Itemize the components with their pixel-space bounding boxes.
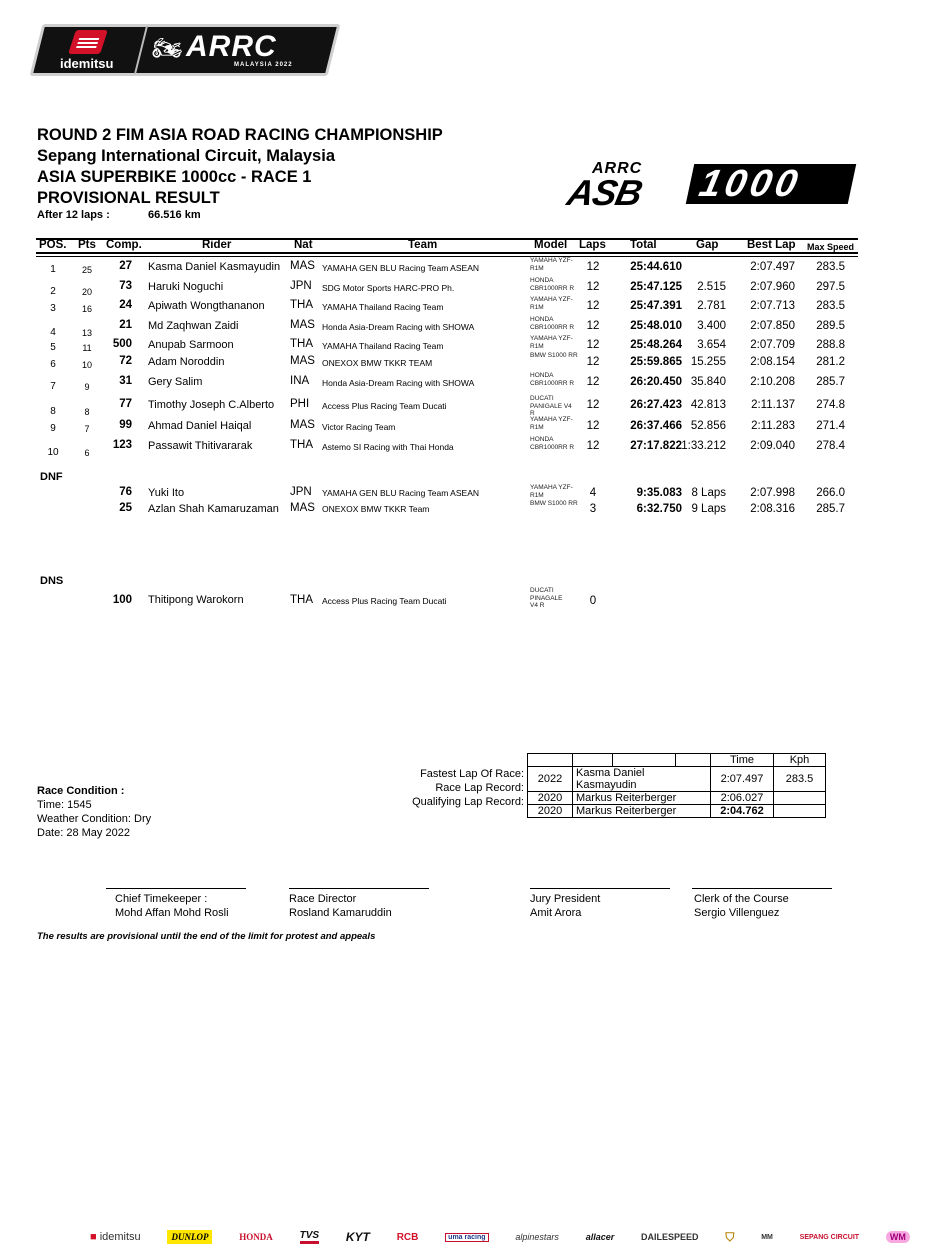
record-kph	[774, 792, 826, 805]
competitor-number: 500	[112, 338, 132, 350]
signature-name: Amit Arora	[530, 907, 582, 919]
max-speed: 285.7	[816, 503, 845, 515]
result-row	[0, 279, 942, 299]
position: 4	[50, 327, 56, 338]
max-speed: 288.8	[816, 339, 845, 351]
col-header-gap: Gap	[696, 239, 719, 251]
competitor-number: 100	[112, 594, 132, 606]
record-time: 2:06.027	[711, 792, 774, 805]
fastest-lap-label: Fastest Lap Of Race:	[420, 768, 524, 780]
position: 6	[50, 359, 56, 370]
result-row	[0, 374, 942, 394]
provisional-disclaimer: The results are provisional until the end of the limit for protest and appeals	[37, 931, 376, 942]
total-time: 25:59.865	[630, 356, 682, 368]
lap-records-table	[527, 753, 826, 818]
result-status: PROVISIONAL RESULT	[37, 189, 220, 207]
records-cell	[528, 754, 573, 767]
sponsor-logo-kyt: KYT	[345, 1230, 370, 1244]
col-header-rider: Rider	[202, 239, 232, 251]
dns-row	[0, 587, 942, 613]
laps-completed: 12	[586, 399, 600, 411]
header-rule-bottom-1	[36, 252, 858, 254]
team-name: SDG Motor Sports HARC-PRO Ph.	[322, 283, 455, 293]
gap-to-leader: 3.400	[697, 320, 726, 332]
gap-to-leader: 1:33.212	[681, 440, 726, 452]
laps-completed: 0	[589, 595, 597, 607]
position: 5	[50, 342, 56, 353]
gap-to-leader: 42.813	[690, 399, 726, 411]
max-speed: 283.5	[816, 261, 845, 273]
signature-clerk-of-course	[694, 892, 789, 920]
competitor-number: 72	[119, 355, 132, 367]
best-lap: 2:07.709	[750, 339, 795, 351]
bike-model: HONDA CBR1000RR R	[530, 372, 575, 387]
team-name: Access Plus Racing Team Ducati	[322, 596, 447, 606]
arrc-logo	[44, 24, 334, 76]
race-lap-record-label: Race Lap Record:	[435, 782, 524, 794]
rider-name: Apiwath Wongthananon	[148, 300, 265, 312]
position: 10	[47, 447, 59, 458]
laps-completed: 12	[586, 376, 600, 388]
rider-name: Yuki Ito	[148, 487, 185, 499]
total-time: 9:35.083	[636, 487, 682, 499]
team-name: YAMAHA GEN BLU Racing Team ASEAN	[322, 263, 479, 273]
competitor-number: 21	[119, 319, 132, 331]
race-class: ASIA SUPERBIKE 1000cc - RACE 1	[37, 168, 312, 186]
sponsor-logo-idemitsu: ■ idemitsu	[90, 1231, 141, 1243]
competitor-number: 76	[119, 486, 132, 498]
signature-role: Chief Timekeeper :	[115, 893, 208, 905]
nationality: MAS	[290, 419, 315, 431]
dns-label: DNS	[40, 575, 64, 587]
idemitsu-wordmark: idemitsu	[60, 56, 114, 71]
rider-name: Passawit Thitivararak	[148, 440, 253, 452]
total-time: 25:47.125	[630, 281, 682, 293]
total-time: 25:48.010	[630, 320, 682, 332]
competitor-number: 123	[112, 439, 132, 451]
points: 11	[82, 343, 92, 353]
signature-race-director	[289, 892, 392, 920]
total-time: 25:48.264	[630, 339, 682, 351]
max-speed: 285.7	[816, 376, 845, 388]
asb-logo-1000: 1000	[695, 163, 806, 205]
nationality: PHI	[290, 398, 310, 410]
nationality: THA	[290, 439, 313, 451]
rider-name: Ahmad Daniel Haiqal	[148, 420, 252, 432]
rider-name: Azlan Shah Kamaruzaman	[148, 503, 279, 515]
signature-line	[289, 888, 429, 889]
nationality: MAS	[290, 355, 315, 367]
laps-completed: 12	[586, 281, 600, 293]
points: 13	[81, 328, 92, 338]
col-header-model: Model	[534, 239, 568, 251]
nationality: JPN	[290, 280, 312, 292]
laps-completed: 12	[586, 339, 600, 351]
record-time: 2:04.762	[711, 805, 774, 818]
best-lap: 2:09.040	[750, 440, 795, 452]
competitor-number: 24	[119, 299, 132, 311]
laps-completed: 12	[586, 300, 600, 312]
asb-logo-asb: ASB	[563, 172, 646, 213]
signature-chief-timekeeper	[115, 892, 229, 920]
header-rule-bottom-2	[36, 256, 858, 257]
sponsor-logo-mm: MM	[761, 1233, 773, 1241]
nationality: INA	[290, 375, 310, 387]
col-header-nat: Nat	[294, 239, 313, 251]
idemitsu-logo	[50, 26, 132, 74]
col-header-team: Team	[408, 239, 438, 251]
max-speed: 283.5	[816, 300, 845, 312]
gap-to-leader: 8 Laps	[691, 487, 726, 499]
bike-model: YAMAHA YZF-R1M	[530, 484, 573, 499]
bike-model: HONDA CBR1000RR R	[530, 277, 575, 292]
race-distance: 66.516 km	[148, 209, 201, 221]
records-header-row	[528, 754, 826, 767]
sponsor-logo-honda: HONDA	[239, 1232, 273, 1242]
total-time: 27:17.822	[630, 440, 682, 452]
best-lap: 2:07.960	[750, 281, 795, 293]
asb-logo-arrc: ARRC	[592, 160, 643, 177]
records-col-time: Time	[711, 754, 774, 767]
team-name: YAMAHA GEN BLU Racing Team ASEAN	[322, 488, 479, 498]
rider-name: Timothy Joseph C.Alberto	[148, 399, 275, 411]
arrc-wordmark: ARRC	[186, 30, 277, 63]
sponsor-logo-allacer: allacer	[585, 1232, 615, 1242]
record-rider: Markus Reiterberger	[573, 805, 711, 818]
rider-name: Md Zaqhwan Zaidi	[148, 320, 239, 332]
team-name: Honda Asia-Dream Racing with SHOWA	[322, 378, 475, 388]
motorcycle-rider-icon: 🏍	[152, 35, 183, 62]
signature-name: Mohd Affan Mohd Rosli	[115, 907, 229, 919]
points: 6	[84, 448, 90, 458]
header-rule-top	[36, 238, 858, 240]
col-header-max-speed: Max Speed	[807, 242, 855, 252]
result-row	[0, 318, 942, 338]
max-speed: 289.5	[816, 320, 845, 332]
col-header-pos: POS.	[39, 239, 67, 251]
best-lap: 2:07.850	[750, 320, 795, 332]
points: 7	[84, 424, 90, 434]
laps-completed: 12	[586, 356, 600, 368]
position: 1	[50, 264, 56, 275]
competitor-number: 25	[119, 502, 132, 514]
sponsor-bar	[90, 1226, 910, 1248]
gap-to-leader: 52.856	[690, 420, 726, 432]
max-speed: 278.4	[816, 440, 845, 452]
competitor-number: 27	[119, 260, 132, 272]
circuit-name: Sepang International Circuit, Malaysia	[37, 147, 335, 165]
records-cell	[573, 754, 613, 767]
total-time: 25:44.610	[630, 261, 682, 273]
rider-name: Thitipong Warokorn	[148, 594, 244, 606]
records-row	[528, 805, 826, 818]
team-name: Honda Asia-Dream Racing with SHOWA	[322, 322, 475, 332]
arrc-subtitle: MALAYSIA 2022	[234, 62, 293, 68]
rider-name: Haruki Noguchi	[148, 281, 224, 293]
race-condition-date: Date: 28 May 2022	[37, 827, 130, 839]
rider-name: Gery Salim	[148, 376, 203, 388]
laps-completed: 12	[586, 440, 600, 452]
sponsor-logo-tvs: TVS	[300, 1230, 319, 1244]
signature-line	[530, 888, 670, 889]
nationality: THA	[290, 299, 313, 311]
record-year: 2020	[528, 805, 573, 818]
bike-model: DUCATI PANIGALE V4 R	[530, 395, 572, 417]
logo-divider	[134, 26, 148, 74]
team-name: YAMAHA Thailand Racing Team	[322, 341, 444, 351]
record-year: 2022	[528, 767, 573, 792]
position: 9	[50, 423, 56, 434]
nationality: MAS	[290, 260, 315, 272]
signature-line	[106, 888, 246, 889]
race-condition-title: Race Condition :	[37, 785, 125, 797]
nationality: MAS	[290, 502, 315, 514]
rider-name: Adam Noroddin	[148, 356, 225, 368]
gap-to-leader: 2.781	[697, 300, 726, 312]
sponsor-logo-uma-racing: uma racing	[445, 1233, 488, 1242]
competitor-number: 77	[119, 398, 132, 410]
best-lap: 2:08.316	[750, 503, 795, 515]
event-title: ROUND 2 FIM ASIA ROAD RACING CHAMPIONSHIP	[37, 126, 443, 144]
laps-completed: 4	[589, 487, 597, 499]
records-cell	[613, 754, 676, 767]
max-speed: 266.0	[816, 487, 845, 499]
result-row	[0, 298, 942, 318]
sponsor-logo-rcb: RCB	[396, 1231, 419, 1243]
records-row	[528, 767, 826, 792]
competitor-number: 73	[119, 280, 132, 292]
signature-name: Rosland Kamaruddin	[289, 907, 392, 919]
record-kph: 283.5	[774, 767, 826, 792]
gap-to-leader: 3.654	[697, 339, 726, 351]
competitor-number: 31	[119, 375, 132, 387]
max-speed: 281.2	[816, 356, 845, 368]
team-name: YAMAHA Thailand Racing Team	[322, 302, 444, 312]
position: 7	[50, 381, 56, 392]
record-rider: Markus Reiterberger	[573, 792, 711, 805]
sponsor-logo-alpinestars: alpinestars	[515, 1232, 559, 1242]
record-kph	[774, 805, 826, 818]
race-condition-block	[37, 784, 151, 840]
signature-jury-president	[530, 892, 600, 920]
signature-name: Sergio Villenguez	[694, 907, 780, 919]
gap-to-leader: 2.515	[697, 281, 726, 293]
best-lap: 2:07.998	[750, 487, 795, 499]
points: 16	[81, 304, 92, 314]
team-name: Astemo SI Racing with Thai Honda	[322, 442, 454, 452]
best-lap: 2:11.283	[751, 420, 795, 432]
bike-model: DUCATI PINAGALE V4 R	[530, 587, 563, 609]
position: 8	[50, 406, 56, 417]
points: 20	[81, 287, 92, 297]
team-name: ONEXOX BMW TKKR TEAM	[322, 358, 433, 368]
total-time: 25:47.391	[630, 300, 682, 312]
dnf-label: DNF	[40, 471, 63, 483]
nationality: MAS	[290, 319, 315, 331]
laps-completed: 12	[586, 261, 600, 273]
idemitsu-flag-icon	[68, 30, 108, 54]
competitor-number: 99	[119, 419, 132, 431]
team-name: Access Plus Racing Team Ducati	[322, 401, 447, 411]
points: 25	[81, 265, 92, 275]
bike-model: HONDA CBR1000RR R	[530, 316, 575, 331]
records-col-kph: Kph	[774, 754, 826, 767]
qualifying-lap-record-label: Qualifying Lap Record:	[412, 796, 524, 808]
total-time: 26:37.466	[630, 420, 682, 432]
gap-to-leader: 15.255	[690, 356, 726, 368]
result-row	[0, 438, 942, 458]
bike-model: YAMAHA YZF-R1M	[530, 257, 573, 272]
col-header-comp: Comp.	[106, 239, 142, 251]
signature-role: Jury President	[530, 893, 601, 905]
result-row	[0, 259, 942, 279]
nationality: THA	[290, 338, 313, 350]
max-speed: 297.5	[816, 281, 845, 293]
col-header-best-lap: Best Lap	[747, 239, 796, 251]
gap-to-leader: 35.840	[690, 376, 726, 388]
after-laps-label: After 12 laps :	[37, 209, 110, 221]
total-time: 6:32.750	[636, 503, 682, 515]
best-lap: 2:08.154	[750, 356, 795, 368]
bike-model: YAMAHA YZF-R1M	[530, 296, 573, 311]
col-header-total: Total	[630, 239, 657, 251]
laps-completed: 12	[586, 420, 600, 432]
signature-line	[692, 888, 832, 889]
sponsor-logo-dunlop: DUNLOP	[167, 1230, 212, 1244]
best-lap: 2:10.208	[750, 376, 795, 388]
records-cell	[676, 754, 711, 767]
result-row	[0, 397, 942, 417]
position: 2	[50, 286, 56, 297]
bike-model: BMW S1000 RR	[530, 500, 578, 507]
sponsor-logo-wm: WM	[886, 1231, 910, 1243]
rider-name: Anupab Sarmoon	[148, 339, 234, 351]
max-speed: 274.8	[816, 399, 845, 411]
total-time: 26:27.423	[630, 399, 682, 411]
record-rider: Kasma Daniel Kasmayudin	[573, 767, 711, 792]
bike-model: HONDA CBR1000RR R	[530, 436, 575, 451]
dnf-row	[0, 501, 942, 521]
nationality: JPN	[290, 486, 312, 498]
laps-completed: 3	[589, 503, 597, 515]
signature-role: Race Director	[289, 893, 357, 905]
records-row	[528, 792, 826, 805]
result-row	[0, 354, 942, 374]
max-speed: 271.4	[816, 420, 845, 432]
laps-completed: 12	[586, 320, 600, 332]
total-time: 26:20.450	[630, 376, 682, 388]
team-name: Victor Racing Team	[322, 422, 396, 432]
bike-model: YAMAHA YZF-R1M	[530, 335, 573, 350]
nationality: THA	[290, 594, 313, 606]
rider-name: Kasma Daniel Kasmayudin	[148, 261, 281, 273]
record-time: 2:07.497	[711, 767, 774, 792]
record-year: 2020	[528, 792, 573, 805]
signature-role: Clerk of the Course	[694, 893, 789, 905]
bike-model: YAMAHA YZF-R1M	[530, 416, 573, 431]
result-row	[0, 418, 942, 438]
sponsor-logo-dailespeed: DAILESPEED	[641, 1232, 699, 1242]
points: 9	[84, 382, 90, 392]
best-lap: 2:07.497	[750, 261, 795, 273]
bike-model: BMW S1000 RR	[530, 352, 578, 359]
race-condition-weather: Weather Condition: Dry	[37, 813, 152, 825]
sponsor-logo-badge-icon: ⛉	[725, 1229, 735, 1244]
points: 10	[81, 360, 92, 370]
best-lap: 2:07.713	[750, 300, 795, 312]
col-header-pts: Pts	[78, 239, 96, 251]
gap-to-leader: 9 Laps	[691, 503, 726, 515]
position: 3	[50, 303, 56, 314]
team-name: ONEXOX BMW TKKR Team	[322, 504, 430, 514]
document-title-block	[37, 125, 443, 209]
best-lap: 2:11.137	[751, 399, 795, 411]
sponsor-logo-sepang-circuit: SEPANG CIRCUIT	[799, 1233, 860, 1241]
race-condition-time: Time: 1545	[37, 799, 92, 811]
points: 8	[84, 407, 90, 417]
col-header-laps: Laps	[579, 239, 606, 251]
